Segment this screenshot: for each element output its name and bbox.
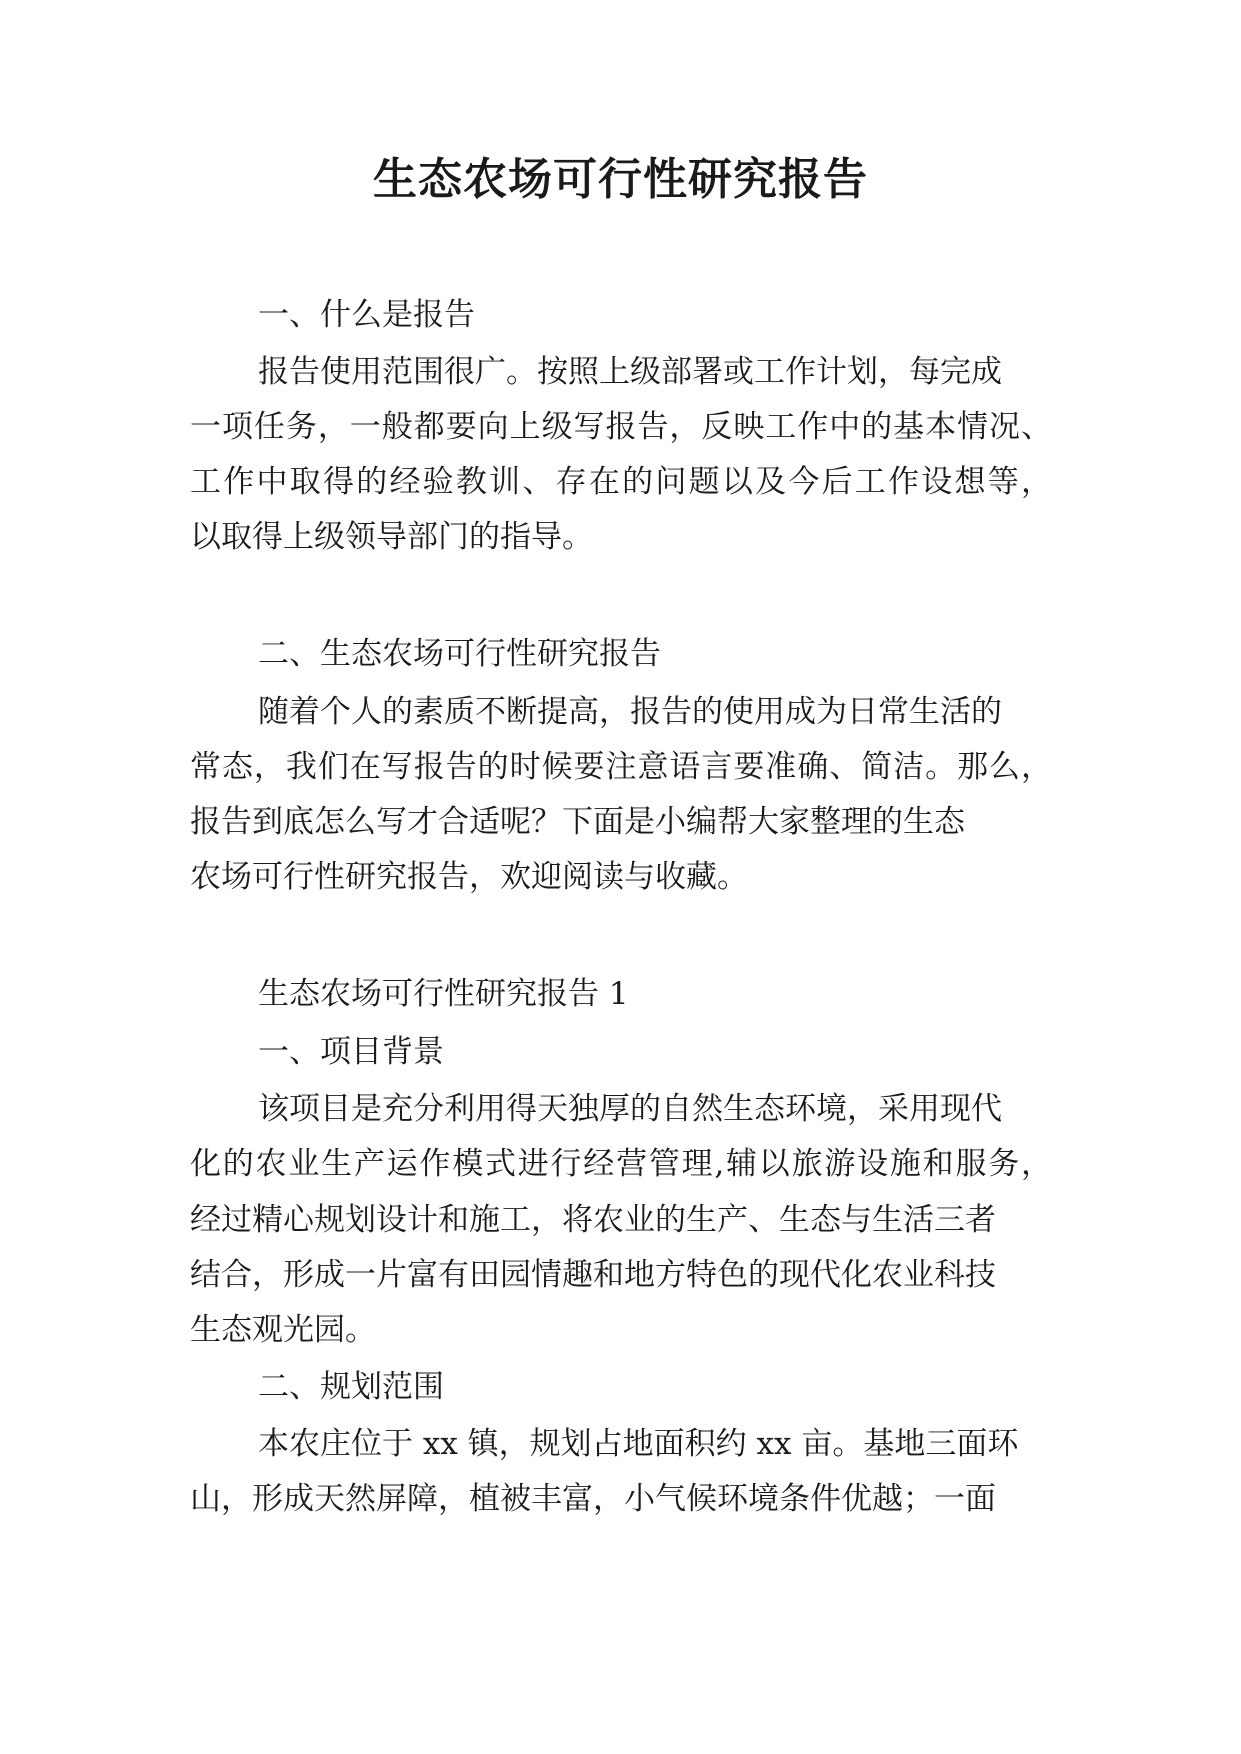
paragraph-line: 经过精心规划设计和施工，将农业的生产、生态与生活三者 — [190, 1202, 996, 1238]
paragraph-line: 结合，形成一片富有田园情趣和地方特色的现代化农业科技 — [190, 1257, 996, 1293]
section-heading-project-background: 一、项目背景 — [258, 1034, 444, 1070]
paragraph-line: 一项任务，一般都要向上级写报告，反映工作中的基本情况、 — [190, 409, 1052, 445]
paragraph-line: 工作中取得的经验教训、存在的问题以及今后工作设想等， — [190, 464, 1052, 500]
paragraph-line: 随着个人的素质不断提高，报告的使用成为日常生活的 — [258, 694, 1002, 730]
section-heading-feasibility-report: 二、生态农场可行性研究报告 — [258, 636, 661, 672]
paragraph-line: 本农庄位于 xx 镇，规划占地面积约 xx 亩。基地三面环 — [258, 1426, 1019, 1462]
paragraph-line: 化的农业生产运作模式进行经营管理,辅以旅游设施和服务， — [190, 1146, 1052, 1182]
report-subtitle: 生态农场可行性研究报告 1 — [258, 976, 629, 1012]
section-heading-planning-scope: 二、规划范围 — [258, 1369, 444, 1405]
paragraph-line: 以取得上级领导部门的指导。 — [190, 519, 593, 555]
page-title: 生态农场可行性研究报告 — [373, 154, 868, 205]
paragraph-line: 农场可行性研究报告，欢迎阅读与收藏。 — [190, 859, 748, 895]
paragraph-line: 山，形成天然屏障，植被丰富，小气候环境条件优越；一面 — [190, 1481, 996, 1517]
paragraph-line: 报告到底怎么写才合适呢？下面是小编帮大家整理的生态 — [190, 804, 965, 840]
paragraph-line: 常态，我们在写报告的时候要注意语言要准确、简洁。那么， — [190, 749, 1052, 785]
paragraph-line: 报告使用范围很广。按照上级部署或工作计划，每完成 — [258, 354, 1002, 390]
paragraph-line: 生态观光园。 — [190, 1312, 376, 1348]
section-heading-what-is-report: 一、什么是报告 — [258, 297, 475, 333]
paragraph-line: 该项目是充分利用得天独厚的自然生态环境，采用现代 — [258, 1091, 1002, 1127]
